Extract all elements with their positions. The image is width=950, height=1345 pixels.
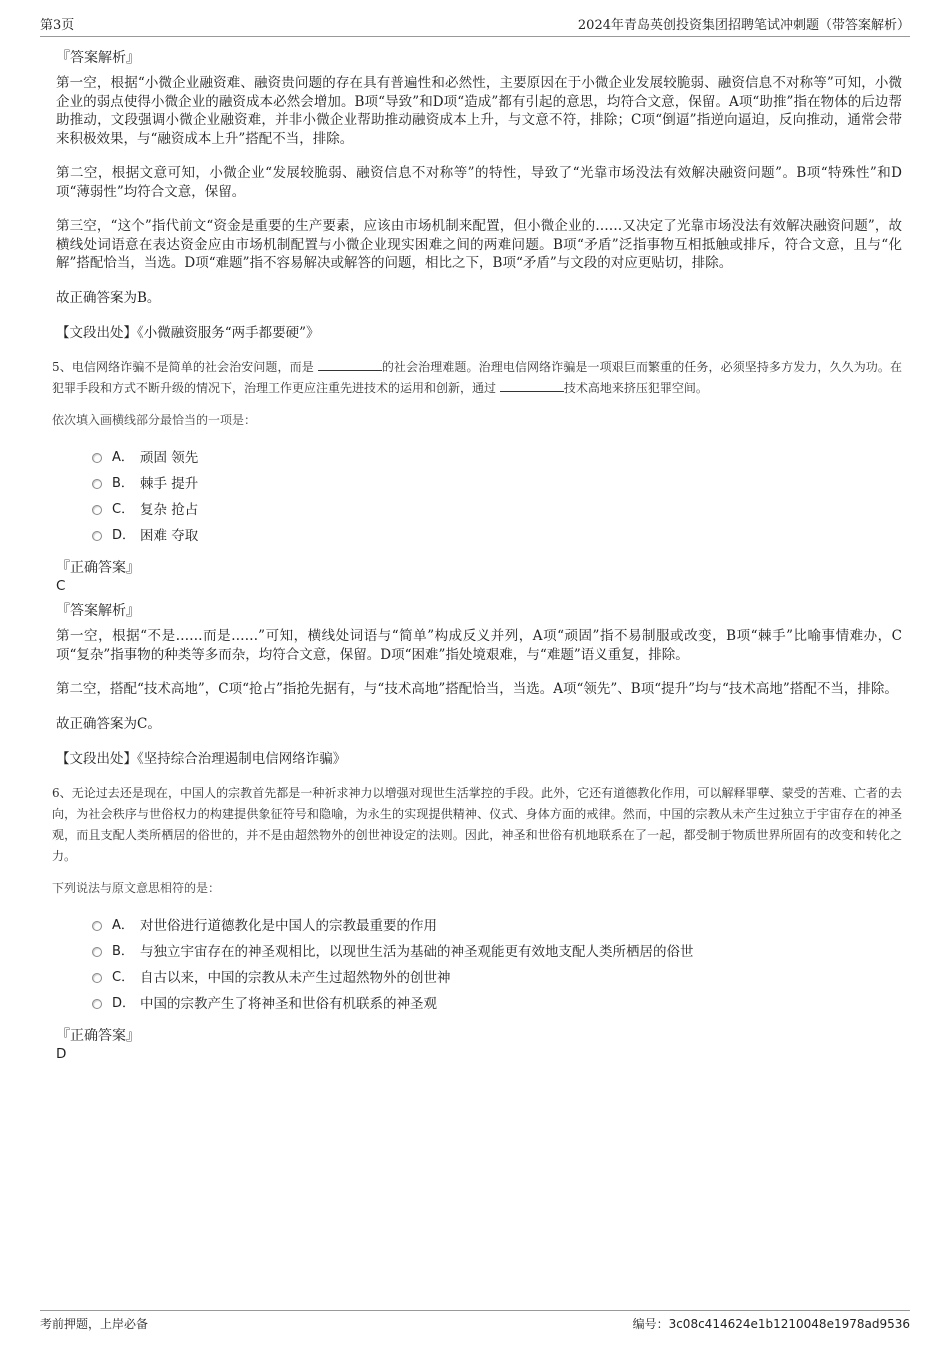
q5-text-part: 5、电信网络诈骗不是简单的社会治安问题，而是 <box>52 360 318 374</box>
q6-answer-label: 『正确答案』 <box>56 1028 140 1044</box>
document-code: 编号：3c08c414624e1b1210048e1978ad9536 <box>632 1317 910 1331</box>
q5-analysis-paragraph: 第一空，根据“不是……而是……”可知，横线处词语与“简单”构成反义并列，A项“顽固”指不易制服或改变，B项“棘手”比喻事情难办，C项“复杂”指事物的种类等多而杂，均符合文意，保留。D项“困难”指处境艰难，与“难题”语义重复，排除。 <box>56 628 902 663</box>
q6-option-b[interactable]: B． 与独立宇宙存在的神圣观相比，以现世生活为基础的神圣观能更有效地支配人类所栖居的俗世 <box>92 939 902 965</box>
q4-analysis-label: 『答案解析』 <box>56 50 140 66</box>
q5-text-part: 技术高地来挤压犯罪空间。 <box>563 381 708 395</box>
q6-answer: D <box>56 1046 67 1062</box>
q5-source: 【文段出处】《坚持综合治理遏制电信网络诈骗》 <box>56 751 347 767</box>
q6-prompt: 下列说法与原文意思相符的是： <box>52 881 221 895</box>
q5-option-b[interactable]: B． 棘手 提升 <box>92 471 902 497</box>
page-content <box>52 44 902 1069</box>
page-footer <box>40 1310 910 1338</box>
q5-text-part: 的社会治理难题。治理电信网络诈骗是一项艰巨而繁重的任务，必须坚持多方发力，久久为功。在犯罪手段和方式不断升级的情况下，治理工作更应注重先进技术的运用和创新，通过 <box>52 360 902 395</box>
q5-answer-label: 『正确答案』 <box>56 560 140 576</box>
q5-option-d[interactable]: D． 困难 夺取 <box>92 523 902 549</box>
q5-analysis-paragraph: 第二空，搭配“技术高地”，C项“抢占”指抢先据有，与“技术高地”搭配恰当，当选。A项“领先”、B项“提升”均与“技术高地”搭配不当，排除。 <box>56 681 898 697</box>
q5-question-text <box>52 357 902 399</box>
q6-question-text: 6、无论过去还是现在，中国人的宗教首先都是一种祈求神力以增强对现世生活掌控的手段。此外，它还有道德教化作用，可以解释罪孽、蒙受的苦难、亡者的去向，为社会秩序与世俗权力的构建提供象征符号和隐喻，为永生的实现提供精神、仪式、身体方面的戒律。然而，中国的宗教从未产生过独立于宇宙存在的神圣观，而且支配人类所栖居的俗世的，并不是由超然物外的创世神设定的法则。因此，神圣和世俗有机地联系在了一起，都受制于物质世界所固有的改变和转化之力。 <box>52 786 902 863</box>
q6-option-d[interactable]: D． 中国的宗教产生了将神圣和世俗有机联系的神圣观 <box>92 991 902 1017</box>
q4-source: 【文段出处】《小微融资服务“两手都要硬”》 <box>56 325 320 341</box>
document-title: 2024年青岛英创投资集团招聘笔试冲刺题（带答案解析） <box>577 18 910 33</box>
q5-analysis-label: 『答案解析』 <box>56 603 140 619</box>
radio-button[interactable] <box>92 921 102 931</box>
radio-button[interactable] <box>92 999 102 1009</box>
radio-button[interactable] <box>92 453 102 463</box>
q4-conclusion: 故正确答案为B。 <box>56 289 161 306</box>
q6-option-c[interactable]: C． 自古以来，中国的宗教从未产生过超然物外的创世神 <box>92 965 902 991</box>
radio-button[interactable] <box>92 479 102 489</box>
fill-blank <box>318 358 382 371</box>
q5-option-a[interactable]: A． 顽固 领先 <box>92 445 902 471</box>
q4-analysis-paragraph: 第二空，根据文意可知，小微企业“发展较脆弱、融资信息不对称等”的特性，导致了“光靠市场没法有效解决融资问题”。B项“特殊性”和D项“薄弱性”均符合文意，保留。 <box>56 165 902 200</box>
footer-slogan: 考前押题，上岸必备 <box>40 1317 149 1331</box>
q5-options <box>92 445 902 549</box>
radio-button[interactable] <box>92 973 102 983</box>
radio-button[interactable] <box>92 531 102 541</box>
page-header <box>40 14 910 37</box>
q6-option-a[interactable]: A． 对世俗进行道德教化是中国人的宗教最重要的作用 <box>92 913 902 939</box>
q5-answer: C <box>56 578 66 594</box>
fill-blank <box>500 379 564 392</box>
q4-analysis-paragraph: 第三空，“这个”指代前文“资金是重要的生产要素，应该由市场机制来配置，但小微企业的……又决定了光靠市场没法有效解决融资问题”，故横线处词语意在表达资金应由市场机制配置与小微企业现实困难之间的两难问题。B项“矛盾”泛指事物互相抵触或排斥，符合文意，且与“化解”搭配恰当，当选。D项“难题”指不容易解决或解答的问题，相比之下，B项“矛盾”与文段的对应更贴切，排除。 <box>56 218 902 271</box>
q6-options <box>92 913 902 1017</box>
page-number: 第3页 <box>40 18 75 33</box>
radio-button[interactable] <box>92 505 102 515</box>
q4-analysis-paragraph: 第一空，根据“小微企业融资难、融资贵问题的存在具有普遍性和必然性，主要原因在于小微企业发展较脆弱、融资信息不对称等”可知，小微企业的弱点使得小微企业的融资成本必然会增加。B项“导致”和D项“造成”都有引起的意思，均符合文意，保留。A项“助推”指在物体的后边帮助推动，文段强调小微企业融资难，并非小微企业帮助推动融资成本上升，与文意不符，排除；C项“倒逼”指逆向逼迫，反向推动，通常会带来积极效果，与“融资成本上升”搭配不当，排除。 <box>56 75 902 147</box>
q5-option-c[interactable]: C． 复杂 抢占 <box>92 497 902 523</box>
q5-conclusion: 故正确答案为C。 <box>56 715 161 732</box>
radio-button[interactable] <box>92 947 102 957</box>
q5-prompt: 依次填入画横线部分最恰当的一项是： <box>52 413 257 427</box>
